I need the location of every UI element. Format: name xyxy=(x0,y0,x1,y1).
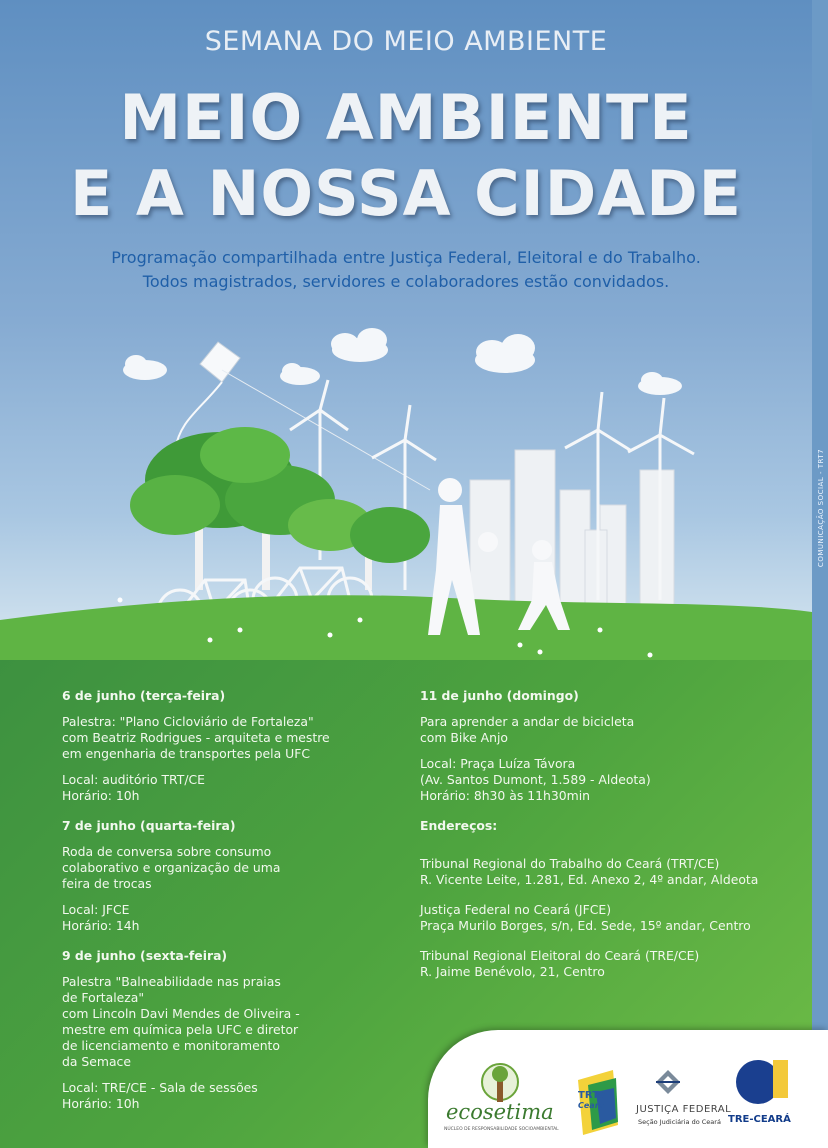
address-item xyxy=(420,856,780,888)
ecosetima-subtitle: NÚCLEO DE RESPONSABILIDADE SOCIOAMBIENTAL xyxy=(444,1127,559,1132)
title-line-1: MEIO AMBIENTE xyxy=(119,81,693,154)
event-location: Local: JFCE Horário: 14h xyxy=(62,902,140,933)
event-description: Palestra "Balneabilidade nas praias de Fortaleza" com Lincoln Davi Mendes de Oliveira - mestre em química pela UFC e diretor de licenciamento e monitoramento da Semace xyxy=(62,974,300,1069)
trt-label: TRT7 xyxy=(578,1090,606,1101)
event-item xyxy=(420,688,780,804)
event-subtitle: SEMANA DO MEIO AMBIENTE xyxy=(204,26,608,57)
schedule-left-column xyxy=(62,688,392,1126)
event-item xyxy=(62,688,392,804)
event-date: 6 de junho (terça-feira) xyxy=(62,688,226,703)
city-buildings xyxy=(470,450,674,610)
tre-logo-icon xyxy=(736,1060,788,1104)
event-item xyxy=(62,948,392,1112)
trt-wordmark xyxy=(578,1090,606,1110)
justica-federal-title: JUSTIÇA FEDERAL xyxy=(636,1104,732,1115)
schedule-right-column xyxy=(420,688,780,994)
justica-federal-subtitle: Seção Judiciária do Ceará xyxy=(638,1118,721,1126)
address-item xyxy=(420,902,780,934)
intro-line-1: Programação compartilhada entre Justiça Federal, Eleitoral e do Trabalho. xyxy=(111,248,701,267)
event-location: Local: auditório TRT/CE Horário: 10h xyxy=(62,772,205,803)
logo-bar xyxy=(428,1030,828,1148)
event-description: Roda de conversa sobre consumo colaborativo e organização de uma feira de trocas xyxy=(62,844,281,891)
address-name: Justiça Federal no Ceará (JFCE) xyxy=(420,902,612,917)
event-date: 7 de junho (quarta-feira) xyxy=(62,818,236,833)
intro-line-2: Todos magistrados, servidores e colaboradores estão convidados. xyxy=(142,272,670,291)
addresses-heading: Endereços: xyxy=(420,818,498,833)
event-date: 11 de junho (domingo) xyxy=(420,688,579,703)
ecosetima-logo-icon xyxy=(482,1064,518,1102)
trt-sublabel: Ceará xyxy=(578,1101,605,1110)
address-line: R. Vicente Leite, 1.281, Ed. Anexo 2, 4º andar, Aldeota xyxy=(420,872,759,887)
address-item xyxy=(420,948,780,980)
event-location: Local: TRE/CE - Sala de sessões Horário: 10h xyxy=(62,1080,258,1111)
event-description: Para aprender a andar de bicicleta com Bike Anjo xyxy=(420,714,635,745)
ecosetima-wordmark: ecosetima xyxy=(446,1100,554,1124)
address-line: Praça Murilo Borges, s/n, Ed. Sede, 15º andar, Centro xyxy=(420,918,751,933)
page-title xyxy=(0,80,812,232)
address-name: Tribunal Regional do Trabalho do Ceará (TRT/CE) xyxy=(420,856,720,871)
event-location: Local: Praça Luíza Távora (Av. Santos Dumont, 1.589 - Aldeota) Horário: 8h30 às 11h30min xyxy=(420,756,651,803)
title-line-2: E A NOSSA CIDADE xyxy=(69,157,743,230)
event-description: Palestra: "Plano Cicloviário de Fortaleza" com Beatriz Rodrigues - arquiteta e mestre em engenharia de transportes pela UFC xyxy=(62,714,330,761)
address-line: R. Jaime Benévolo, 21, Centro xyxy=(420,964,605,979)
justica-federal-logo-icon xyxy=(656,1070,680,1094)
credit-text: COMUNICAÇÃO SOCIAL - TRT7 xyxy=(817,448,826,568)
address-name: Tribunal Regional Eleitoral do Ceará (TRE/CE) xyxy=(420,948,700,963)
event-item xyxy=(62,818,392,934)
tre-wordmark: TRE-CEARÁ xyxy=(728,1114,791,1125)
event-date: 9 de junho (sexta-feira) xyxy=(62,948,228,963)
intro-text xyxy=(0,246,812,294)
